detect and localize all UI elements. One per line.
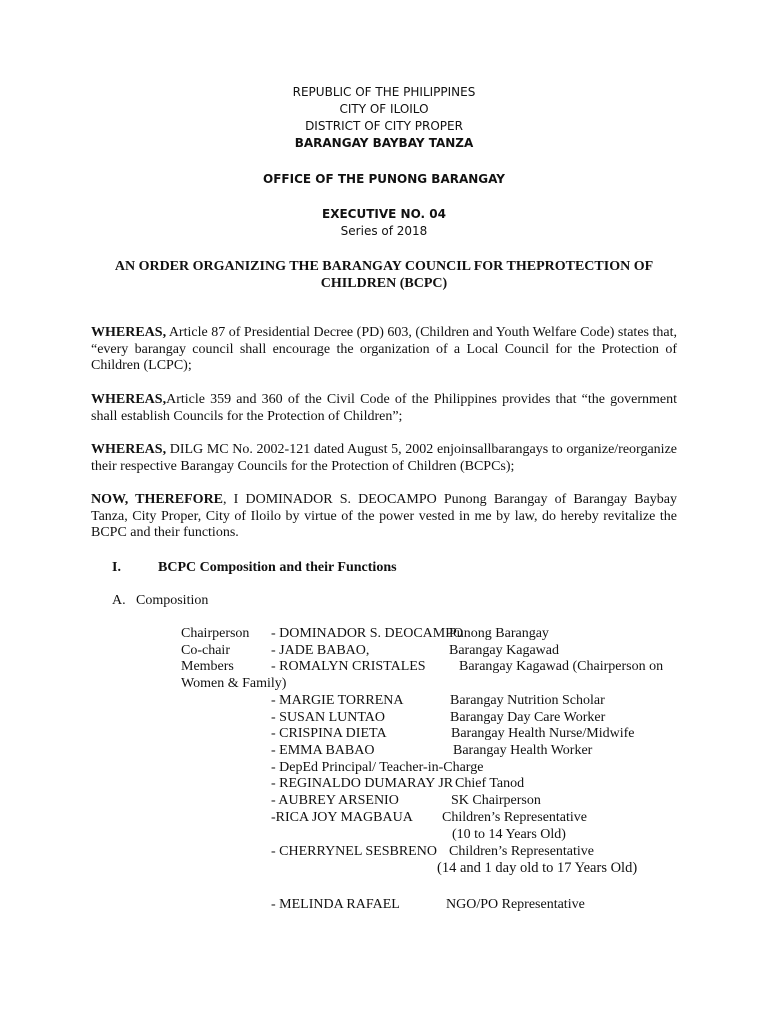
member-position: Barangay Nutrition Scholar	[450, 693, 605, 708]
member-name: - MELINDA RAFAEL	[271, 897, 400, 912]
paragraph-text: DILG MC No. 2002-121 dated August 5, 2002 enjoinsallbarangays to organize/reorganize their respective Barangay Councils for the Protection of Children (BCPCs);	[91, 442, 677, 474]
paragraph-lead: WHEREAS,	[91, 325, 167, 340]
member-position: Barangay Kagawad (Chairperson on	[459, 659, 664, 674]
member-position: Barangay Day Care Worker	[450, 710, 606, 725]
member-position: Barangay Health Worker	[453, 743, 593, 758]
order-title: AN ORDER ORGANIZING THE BARANGAY COUNCIL FOR THEPROTECTION OF CHILDREN (BCPC)	[114, 259, 654, 291]
member-position: Barangay Kagawad	[449, 643, 560, 658]
member-position: NGO/PO Representative	[446, 897, 585, 912]
member-position: Children’s Representative	[449, 844, 595, 859]
member-name: -RICA JOY MAGBAUA	[271, 810, 413, 825]
subsection-title: Composition	[136, 593, 209, 608]
member-name: - JADE BABAO,	[271, 643, 370, 658]
role-members: Members	[181, 659, 234, 674]
header-city: CITY OF ILOILO	[339, 102, 429, 116]
member-name: - CRISPINA DIETA	[271, 726, 387, 741]
member-age-note: (14 and 1 day old to 17 Years Old)	[437, 860, 638, 876]
member-position: SK Chairperson	[451, 793, 541, 808]
member-age-note: (10 to 14 Years Old)	[452, 827, 566, 842]
member-position: Barangay Health Nurse/Midwife	[451, 726, 635, 741]
member-position: Chief Tanod	[455, 776, 525, 791]
member-name: - DepEd Principal/ Teacher-in-Charge	[271, 760, 484, 775]
member-name: - AUBREY ARSENIO	[271, 793, 399, 808]
paragraph-text: Article 87 of Presidential Decree (PD) 603, (Children and Youth Welfare Code) states that, “every barangay council shall encourage the organization of a Local Council for the Protection of Children (LCPC);	[91, 325, 677, 373]
whereas-paragraph-2	[91, 392, 677, 425]
member-name: - ROMALYN CRISTALES	[271, 659, 426, 674]
member-name: - DOMINADOR S. DEOCAMPO	[271, 626, 464, 641]
section-number: I.	[112, 560, 121, 575]
paragraph-lead: NOW, THEREFORE	[91, 492, 224, 507]
paragraph-text: Article 359 and 360 of the Civil Code of the Philippines provides that “the government shall establish Councils for the Protection of Children”;	[91, 392, 677, 424]
whereas-paragraph-3	[91, 442, 677, 475]
subsection-letter: A.	[112, 593, 126, 608]
member-name: - REGINALDO DUMARAY JR	[271, 776, 454, 791]
member-position: Punong Barangay	[449, 626, 549, 641]
paragraph-lead: WHEREAS,	[91, 392, 167, 407]
member-name: - CHERRYNEL SESBRENO	[271, 844, 437, 859]
paragraph-text: , I DOMINADOR S. DEOCAMPO Punong Barangay of Barangay Baybay Tanza, City Proper, City of Iloilo by virtue of the power vested in me by law, do hereby revitalize the BCPC and their functions.	[91, 492, 677, 540]
header-barangay: BARANGAY BAYBAY TANZA	[294, 136, 474, 150]
role-cochair: Co-chair	[181, 643, 230, 658]
member-name: - MARGIE TORRENA	[271, 693, 404, 708]
member-name: - EMMA BABAO	[271, 743, 375, 758]
member-name: - SUSAN LUNTAO	[271, 710, 385, 725]
executive-number: EXECUTIVE NO. 04	[322, 207, 446, 221]
header-republic: REPUBLIC OF THE PHILIPPINES	[292, 85, 476, 99]
member-position: Children’s Representative	[442, 810, 588, 825]
role-chairperson: Chairperson	[181, 626, 250, 641]
whereas-paragraph-1	[91, 325, 677, 375]
section-title: BCPC Composition and their Functions	[158, 560, 397, 575]
member-position-continued: Women & Family)	[181, 676, 287, 691]
now-therefore-paragraph	[91, 492, 677, 542]
series-year: Series of 2018	[340, 224, 428, 238]
paragraph-lead: WHEREAS,	[91, 442, 167, 457]
header-district: DISTRICT OF CITY PROPER	[305, 119, 463, 133]
header-office: OFFICE OF THE PUNONG BARANGAY	[263, 172, 505, 186]
